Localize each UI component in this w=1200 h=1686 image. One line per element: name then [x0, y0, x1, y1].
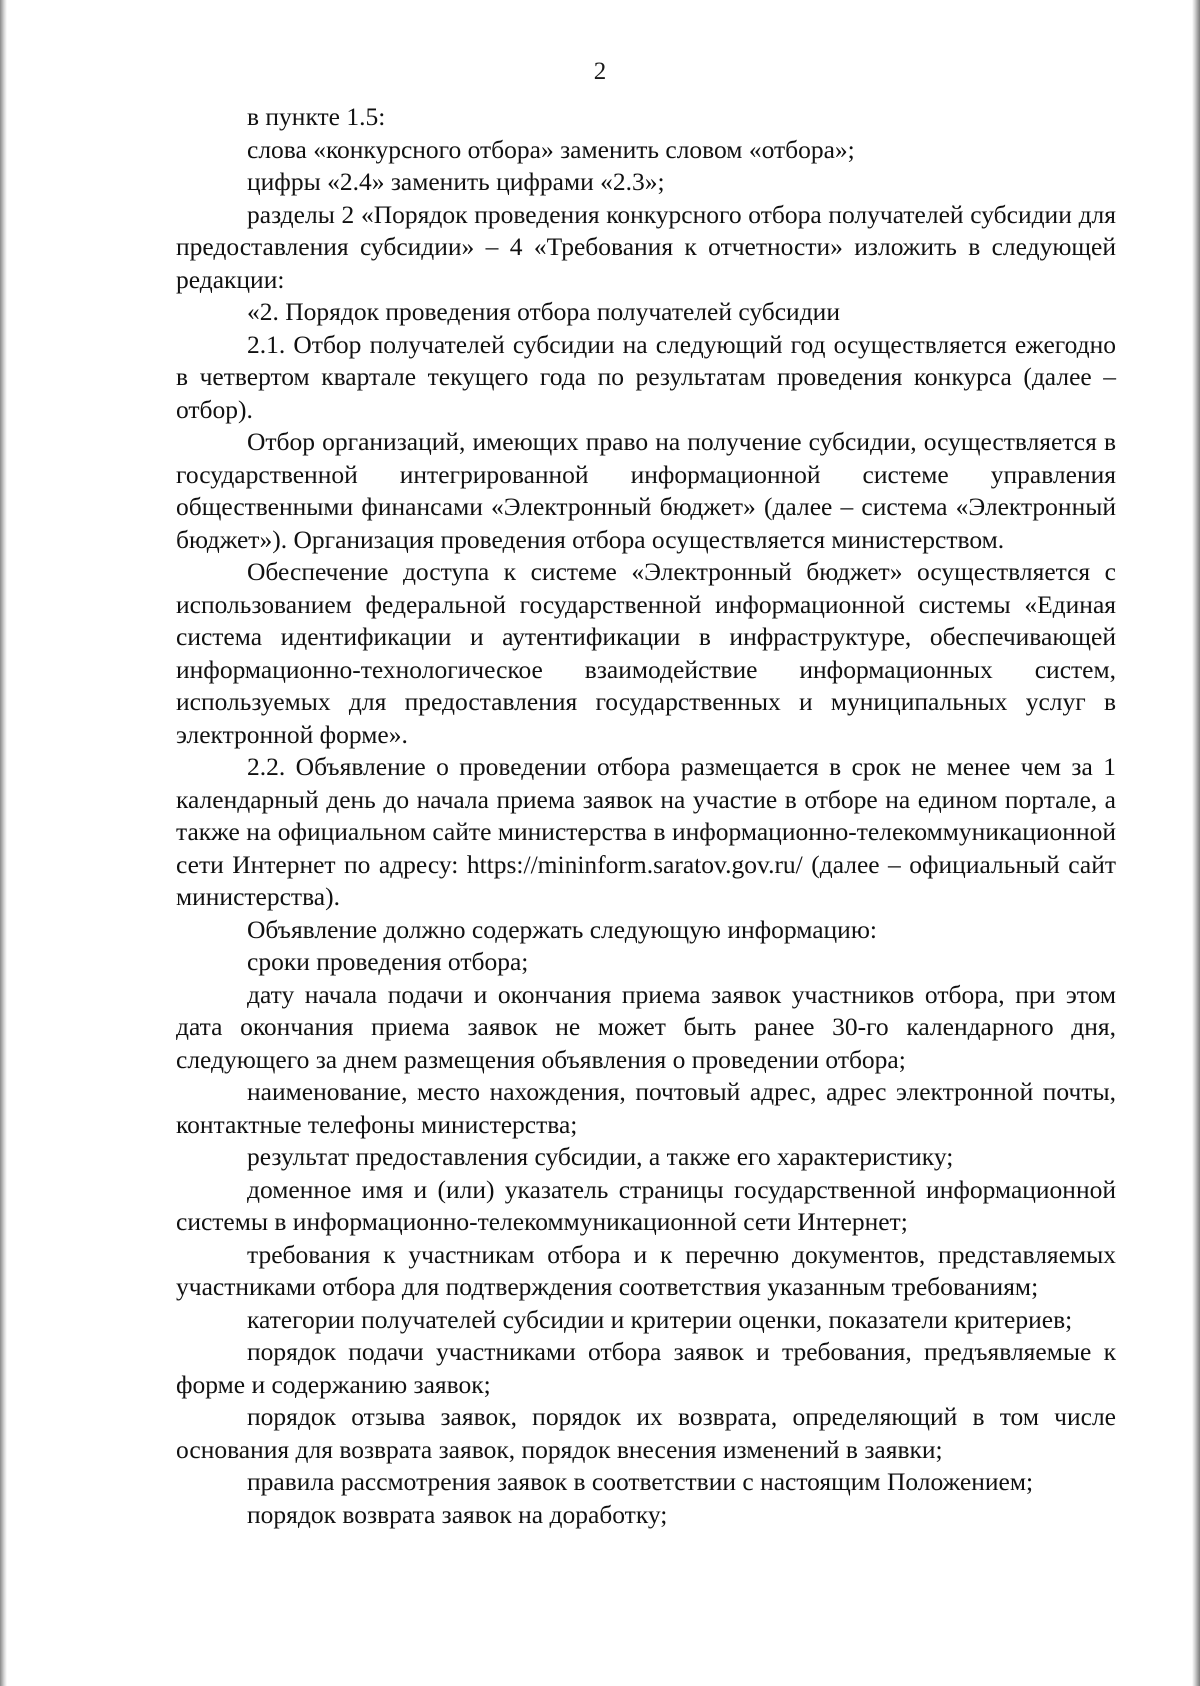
list-item: порядок возврата заявок на доработку;	[247, 1499, 668, 1529]
scan-edge-right	[1192, 0, 1200, 1686]
page-number: 2	[593, 58, 607, 85]
paragraph: цифры «2.4» заменить цифрами «2.3»;	[247, 167, 665, 196]
list-item: дату начала подачи и окончания приема заявок участников отбора, при этом дата окончания приема заявок не может быть ранее 30-го календарного дня, следующего за днем размещения объявления о проведении отбора;	[176, 979, 1116, 1074]
paragraph: Обеспечение доступа к системе «Электронный бюджет» осуществляется с использованием федеральной государственной информационной системы «Единая система идентификации и аутентификации в инфраструктуре, обеспечивающей информационно-технологическое взаимодействие информационных систем, используемых для предоставления государственных и муниципальных услуг в электронной форме».	[176, 557, 1116, 749]
paragraph: в пункте 1.5:	[247, 102, 386, 131]
document-body	[176, 101, 1116, 1531]
list-item: результат предоставления субсидии, а также его характеристику;	[247, 1142, 954, 1171]
paragraph: 2.2. Объявление о проведении отбора размещается в срок не менее чем за 1 календарный день до начала приема заявок на участие в отборе на едином портале, а также на официальном сайте министерства в информационно-телекоммуникационной сети Интернет по адресу: https://mininform.saratov.gov.ru/ (далее – официальный сайт министерства).	[176, 752, 1116, 911]
paragraph: разделы 2 «Порядок проведения конкурсного отбора получателей субсидии для предоставления субсидии» – 4 «Требования к отчетности» изложить в следующей редакции:	[176, 199, 1116, 294]
paragraph: Объявление должно содержать следующую информацию:	[247, 914, 877, 944]
list-item: правила рассмотрения заявок в соответствии с настоящим Положением;	[247, 1467, 1034, 1496]
list-item: порядок отзыва заявок, порядок их возврата, определяющий в том числе основания для возврата заявок, порядок внесения изменений в заявки;	[176, 1402, 1116, 1464]
list-item: категории получателей субсидии и критерии оценки, показатели критериев;	[247, 1304, 1073, 1334]
list-item: порядок подачи участниками отбора заявок и требования, предъявляемые к форме и содержанию заявок;	[176, 1337, 1116, 1399]
list-item: сроки проведения отбора;	[247, 947, 529, 976]
paragraph: слова «конкурсного отбора» заменить словом «отбора»;	[247, 134, 855, 164]
list-item: доменное имя и (или) указатель страницы государственной информационной системы в информационно-телекоммуникационной сети Интернет;	[176, 1174, 1116, 1236]
paragraph: Отбор организаций, имеющих право на получение субсидии, осуществляется в государственной интегрированной информационной системе управления общественными финансами «Электронный бюджет» (далее – система «Электронный бюджет»). Организация проведения отбора осуществляется министерством.	[176, 427, 1116, 554]
scan-edge-left	[0, 0, 7, 1686]
list-item: наименование, место нахождения, почтовый адрес, адрес электронной почты, контактные телефоны министерства;	[176, 1077, 1116, 1139]
list-item: требования к участникам отбора и к перечню документов, представляемых участниками отбора для подтверждения соответствия указанным требованиям;	[176, 1239, 1116, 1301]
section-heading: «2. Порядок проведения отбора получателей субсидии	[247, 297, 840, 326]
paragraph: 2.1. Отбор получателей субсидии на следующий год осуществляется ежегодно в четвертом квартале текущего года по результатам проведения конкурса (далее – отбор).	[176, 329, 1116, 424]
